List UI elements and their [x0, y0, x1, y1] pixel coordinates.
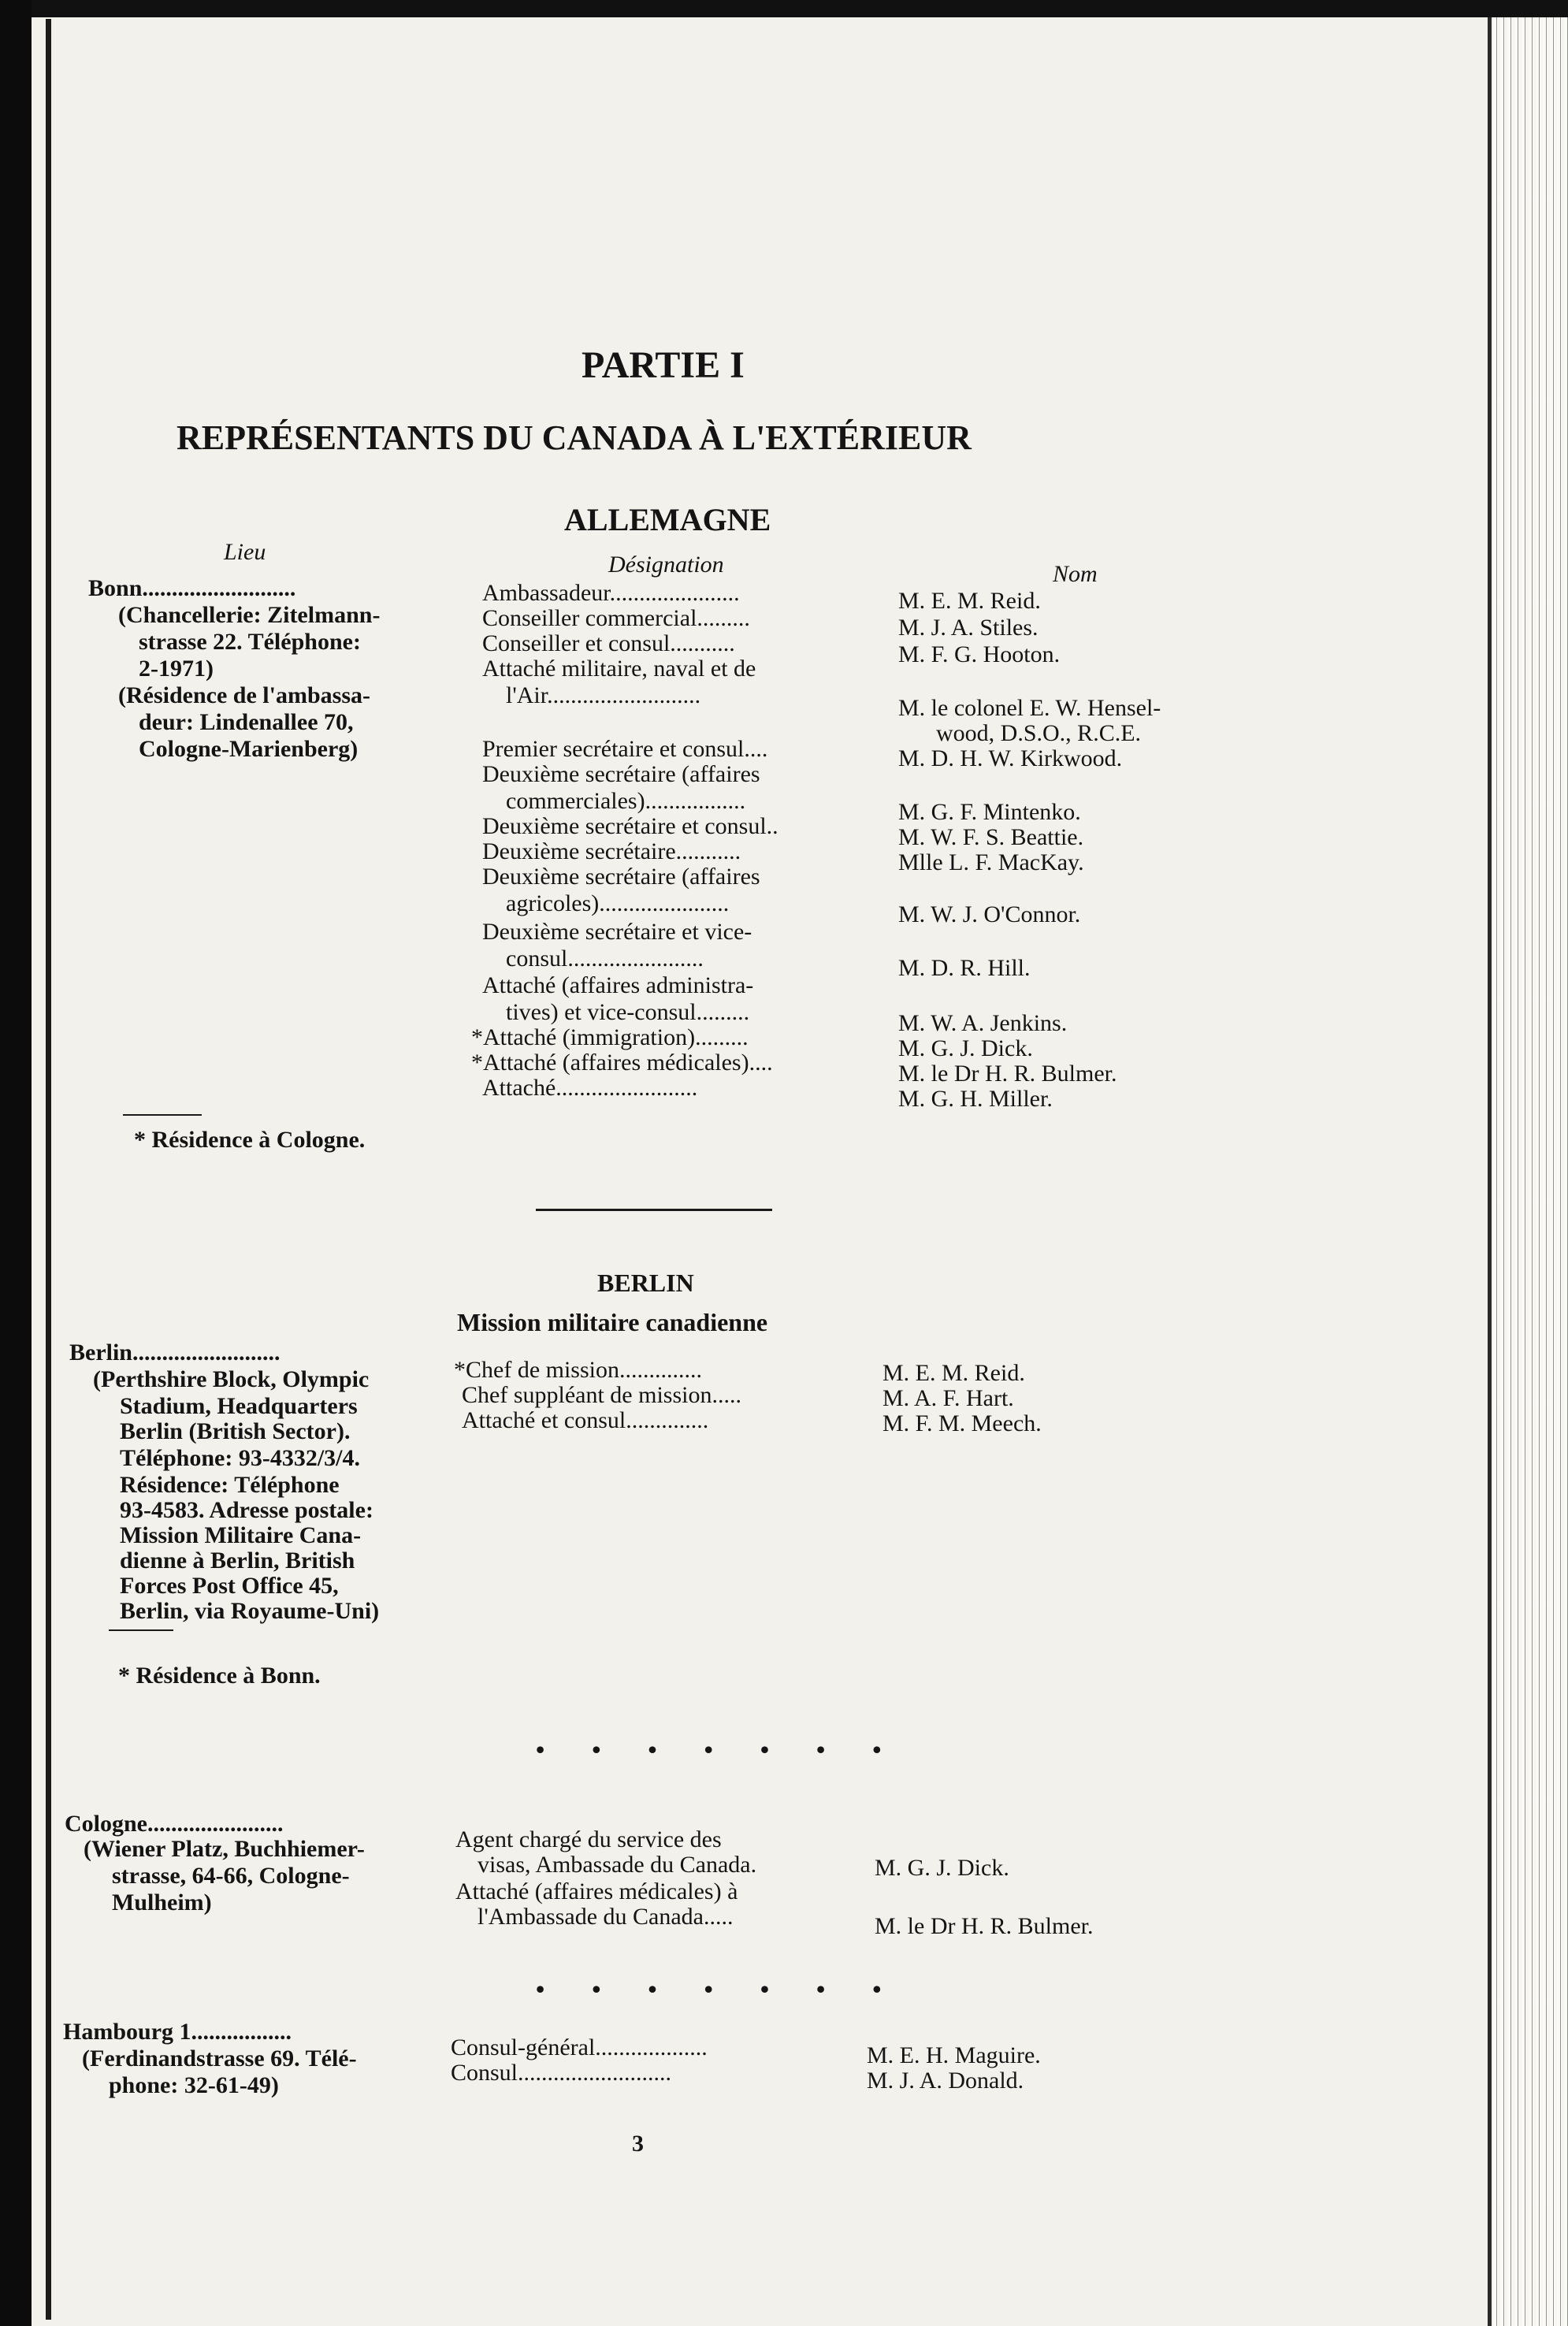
name-line: M. E. H. Maguire.	[867, 2042, 1041, 2068]
place-line: Mission Militaire Cana-	[120, 1522, 362, 1548]
designation-line: Deuxième secrétaire (affaires	[482, 864, 760, 890]
place-line: Berlin (British Sector).	[120, 1418, 351, 1444]
name-line: M. le Dr H. R. Bulmer.	[898, 1061, 1117, 1087]
place-line: Résidence: Téléphone	[120, 1472, 340, 1498]
place-line: strasse 22. Téléphone:	[139, 629, 361, 655]
place-line: (Chancellerie: Zitelmann-	[118, 602, 381, 628]
place-line: (Wiener Platz, Buchhiemer-	[84, 1836, 365, 1862]
column-header-lieu: Lieu	[224, 539, 266, 565]
name-line: M. G. J. Dick.	[898, 1035, 1033, 1061]
place-line: Berlin, via Royaume-Uni)	[120, 1598, 380, 1624]
designation-line: commerciales).................	[506, 788, 746, 814]
column-header-nom: Nom	[1053, 561, 1098, 587]
place-line: (Perthshire Block, Olympic	[93, 1366, 370, 1392]
place-line: Berlin.........................	[69, 1339, 281, 1366]
footnote: * Résidence à Bonn.	[118, 1663, 321, 1689]
footnote: * Résidence à Cologne.	[134, 1127, 366, 1153]
page-title: REPRÉSENTANTS DU CANADA À L'EXTÉRIEUR	[176, 418, 972, 457]
designation-line: *Attaché (affaires médicales)....	[471, 1050, 773, 1076]
name-line: M. E. M. Reid.	[898, 588, 1041, 614]
place-line: Téléphone: 93-4332/3/4.	[120, 1445, 360, 1471]
designation-line: Deuxième secrétaire (affaires	[482, 761, 760, 787]
name-line: M. W. A. Jenkins.	[898, 1010, 1068, 1036]
page-stack-edge	[1493, 17, 1568, 2326]
name-line: M. W. F. S. Beattie.	[898, 824, 1084, 850]
designation-line: Consul-général...................	[451, 2034, 708, 2060]
column-header-designation: Désignation	[608, 552, 724, 578]
designation-line: *Chef de mission..............	[454, 1357, 702, 1383]
place-line: dienne à Berlin, British	[120, 1548, 355, 1574]
designation-line: Deuxième secrétaire et vice-	[482, 919, 752, 945]
place-line: deur: Lindenallee 70,	[139, 709, 354, 735]
name-line: M. le colonel E. W. Hensel-	[898, 695, 1161, 721]
name-line: M. G. J. Dick.	[875, 1855, 1009, 1881]
name-line: M. le Dr H. R. Bulmer.	[875, 1913, 1094, 1939]
place-line: 93-4583. Adresse postale:	[120, 1497, 373, 1523]
scan-border-top	[0, 0, 1568, 17]
place-line: strasse, 64-66, Cologne-	[112, 1863, 350, 1889]
designation-line: Consul..........................	[451, 2060, 672, 2086]
designation-line: Premier secrétaire et consul....	[482, 736, 768, 762]
name-line: Mlle L. F. MacKay.	[898, 849, 1084, 875]
designation-line: Ambassadeur......................	[482, 580, 740, 606]
name-line: M. G. H. Miller.	[898, 1086, 1053, 1112]
page-edge-line	[1488, 17, 1492, 2326]
footnote-rule	[123, 1114, 202, 1116]
designation-line: Attaché militaire, naval et de	[482, 656, 756, 682]
designation-line: Attaché et consul..............	[462, 1407, 709, 1433]
place-line: 2-1971)	[139, 656, 214, 682]
footnote-rule	[109, 1629, 173, 1631]
designation-line: tives) et vice-consul.........	[506, 999, 750, 1025]
designation-line: *Attaché (immigration).........	[471, 1024, 749, 1050]
designation-line: Attaché........................	[482, 1075, 698, 1101]
place-line: Hambourg 1.................	[63, 2019, 292, 2045]
country-heading: ALLEMAGNE	[564, 502, 771, 537]
designation-line: Deuxième secrétaire...........	[482, 838, 741, 864]
designation-line: Conseiller et consul...........	[482, 630, 735, 656]
name-line: M. J. A. Donald.	[867, 2068, 1024, 2094]
name-line: M. W. J. O'Connor.	[898, 901, 1081, 927]
name-line: M. F. M. Meech.	[882, 1410, 1042, 1436]
place-line: Bonn..........................	[88, 575, 296, 601]
name-line: M. J. A. Stiles.	[898, 615, 1039, 641]
page-number: 3	[632, 2131, 644, 2157]
designation-line: Attaché (affaires administra-	[482, 972, 754, 998]
name-line: M. D. H. W. Kirkwood.	[898, 745, 1123, 771]
name-line: M. A. F. Hart.	[882, 1385, 1014, 1411]
place-line: Forces Post Office 45,	[120, 1573, 339, 1599]
designation-line: consul.......................	[506, 946, 704, 972]
document-page	[52, 17, 1486, 2326]
designation-line: Conseiller commercial.........	[482, 605, 750, 631]
section-divider	[536, 1209, 772, 1211]
place-line: Mulheim)	[112, 1889, 212, 1915]
name-line: M. F. G. Hooton.	[898, 641, 1061, 667]
designation-line: l'Air..........................	[506, 682, 701, 708]
designation-line: Chef suppléant de mission.....	[462, 1382, 741, 1408]
name-line: M. E. M. Reid.	[882, 1360, 1025, 1386]
section-heading: BERLIN	[597, 1269, 694, 1297]
designation-line: Attaché (affaires médicales) à	[455, 1878, 738, 1904]
designation-line: Agent chargé du service des	[455, 1826, 722, 1852]
designation-line: agricoles)......................	[506, 890, 730, 916]
separator-dots: • • • • • • •	[536, 1735, 902, 1763]
section-subheading: Mission militaire canadienne	[457, 1308, 768, 1336]
binding-edge	[46, 19, 51, 2320]
name-line: M. D. R. Hill.	[898, 955, 1031, 981]
scan-border-left	[0, 0, 32, 2326]
place-line: Cologne-Marienberg)	[139, 736, 359, 762]
place-line: Stadium, Headquarters	[120, 1393, 358, 1419]
name-line: M. G. F. Mintenko.	[898, 799, 1081, 825]
place-line: (Ferdinandstrasse 69. Télé-	[82, 2045, 357, 2071]
designation-line: Deuxième secrétaire et consul..	[482, 813, 778, 839]
separator-dots: • • • • • • •	[536, 1975, 902, 2003]
designation-line: l'Ambassade du Canada.....	[477, 1904, 734, 1930]
place-line: phone: 32-61-49)	[109, 2072, 279, 2098]
place-line: (Résidence de l'ambassa-	[118, 682, 370, 708]
place-line: Cologne.......................	[65, 1811, 284, 1837]
designation-line: visas, Ambassade du Canada.	[477, 1852, 757, 1878]
part-title: PARTIE I	[581, 344, 745, 386]
name-line: wood, D.S.O., R.C.E.	[936, 720, 1142, 746]
